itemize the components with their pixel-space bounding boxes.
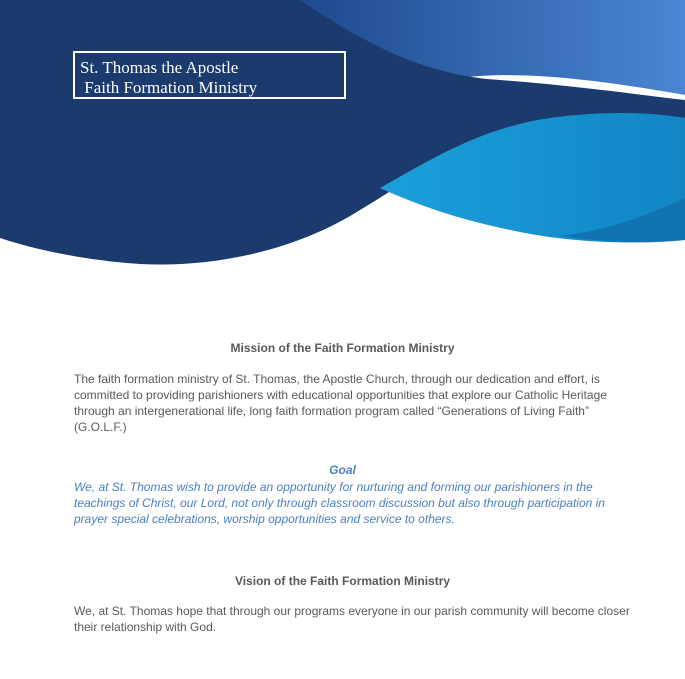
vision-text: We, at St. Thomas hope that through our programs everyone in our parish community will become closer their relationship with God. bbox=[74, 604, 630, 634]
goal-heading: Goal bbox=[329, 463, 356, 477]
mission-text: The faith formation ministry of St. Thomas, the Apostle Church, through our dedication and effort, is committed to providing parishioners with educational opportunities that explore our Catholic Heritage through an intergenerational life, long faith formation program called “Generations of Living Faith” (G.O.L.F.) bbox=[74, 372, 607, 434]
title-line-2: Faith Formation Ministry bbox=[80, 78, 258, 97]
vision-heading: Vision of the Faith Formation Ministry bbox=[234, 574, 451, 588]
title-box bbox=[73, 51, 346, 99]
header-wave-banner bbox=[0, 0, 685, 270]
title-line-1: St. Thomas the Apostle bbox=[80, 58, 239, 77]
mission-heading: Mission of the Faith Formation Ministry bbox=[230, 341, 455, 355]
goal-text: We, at St. Thomas wish to provide an opportunity for nurturing and forming our parishioners in the teachings of Christ, our Lord, not only through classroom discussion but also through participation in prayer special celebrations, worship opportunities and service to others. bbox=[74, 480, 605, 526]
